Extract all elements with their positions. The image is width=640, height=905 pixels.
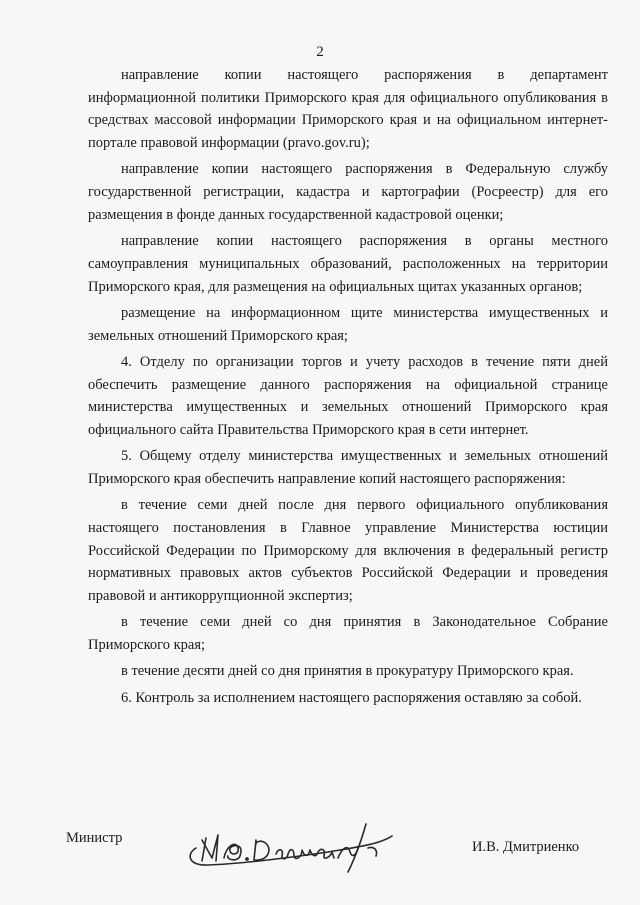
paragraph-10: 6. Контроль за исполнением настоящего распоряжения оставляю за собой.	[121, 689, 582, 706]
paragraph-5: 4. Отделу по организации торгов и учету расходов в течение пяти дней обеспечить размещение данного распоряжения на официальной странице министерства имущественных и земельных отношений Приморского края официального сайта Правительства Приморского края в сети интернет.	[88, 353, 608, 438]
paragraph-8: в течение семи дней со дня принятия в Законодательное Собрание Приморского края;	[88, 614, 608, 654]
paragraph-1: направление копии настоящего распоряжения в департамент информационной политики Приморского края для официального опубликования в средствах массовой информации Приморского края и на официальном интернет-портале правовой информации (pravo.gov.ru);	[88, 67, 608, 152]
position-title: Министр	[66, 830, 123, 846]
paragraph-9: в течение десяти дней со дня принятия в прокуратуру Приморского края.	[121, 663, 574, 680]
paragraph-2: направление копии настоящего распоряжения в Федеральную службу государственной регистрации, кадастра и картографии (Росреестр) для его размещения в фонде данных государственной кадастровой оценки;	[88, 161, 608, 223]
document-body	[88, 64, 608, 713]
page-number: 2	[316, 44, 324, 60]
paragraph-3: направление копии настоящего распоряжения в органы местного самоуправления муниципальных образований, расположенных на территории Приморского края, для размещения на официальных щитах указанных органов;	[88, 233, 608, 295]
paragraph-7: в течение семи дней после дня первого официального опубликования настоящего постановления в Главное управление Министерства юстиции Российской Федерации по Приморскому для включения в федеральный регистр нормативных правовых актов субъектов Российской Федерации и проведения правовой и антикоррупционной экспертиз;	[88, 497, 608, 605]
handwritten-signature	[178, 818, 398, 880]
signer-name: И.В. Дмитриенко	[472, 839, 580, 855]
paragraph-6: 5. Общему отделу министерства имущественных и земельных отношений Приморского края обеспечить направление копий настоящего распоряжения:	[88, 448, 608, 487]
signature-block	[0, 818, 640, 878]
paragraph-4: размещение на информационном щите министерства имущественных и земельных отношений Приморского края;	[88, 304, 608, 344]
